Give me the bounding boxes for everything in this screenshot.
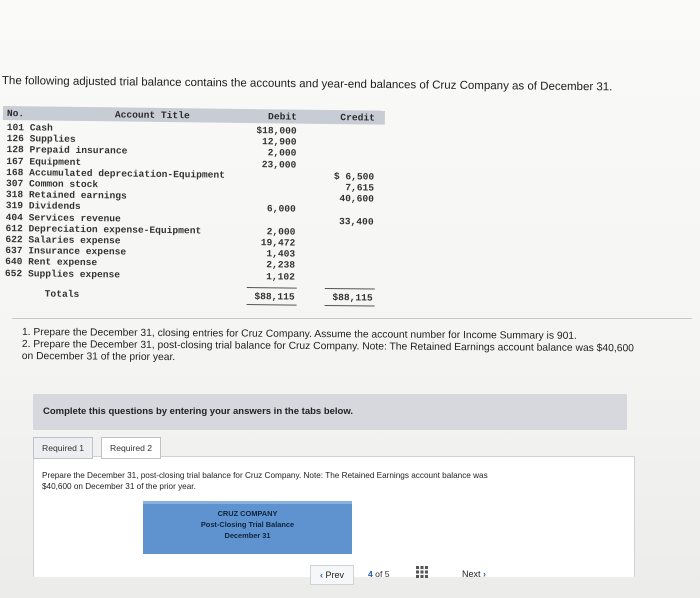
next-label: Next — [461, 569, 481, 579]
tab-required-1[interactable]: Required 1 — [33, 437, 93, 459]
report-heading — [143, 501, 352, 554]
credit-cell: 40,600 — [339, 193, 374, 205]
account-cell: 404 Services revenue — [5, 211, 121, 225]
credit-cell: 7,615 — [345, 182, 375, 194]
prev-button[interactable] — [310, 565, 354, 585]
report-date: December 31 — [224, 531, 271, 540]
account-cell: 101 Cash — [6, 122, 53, 134]
panel-instructions — [42, 470, 612, 492]
account-cell: 126 Supplies — [6, 133, 76, 146]
company-name: CRUZ COMPANY — [217, 509, 278, 518]
debit-cell: 2,238 — [266, 259, 296, 271]
account-cell: 167 Equipment — [6, 155, 82, 168]
instructions — [22, 327, 692, 368]
debit-cell: 19,472 — [260, 237, 296, 249]
account-cell: 168 Accumulated depreciation-Equipment — [6, 166, 226, 181]
header-credit: Credit — [340, 112, 375, 124]
debit-cell: $18,000 — [256, 125, 297, 137]
debit-cell: 23,000 — [261, 158, 297, 171]
totals-debit: $88,115 — [254, 291, 295, 303]
tab-required-2[interactable]: Required 2 — [101, 437, 161, 459]
divider — [12, 318, 692, 319]
debit-cell: 2,000 — [266, 226, 296, 238]
debit-cell: 1,403 — [266, 248, 296, 260]
account-cell: 640 Rent expense — [5, 256, 98, 269]
account-cell: 128 Prepaid insurance — [6, 144, 128, 157]
totals-label: Totals — [44, 288, 80, 300]
panel-text-1: Prepare the December 31, post-closing trial balance for Cruz Company. Note: The Retained Earnings account balance was — [42, 471, 488, 480]
chevron-left-icon: ‹ — [319, 570, 323, 580]
panel-text-2: $40,600 on December 31 of the prior year. — [42, 482, 196, 491]
instruction-1: 1. Prepare the December 31, closing entries for Cruz Company. Assume the account number for Income Summary is 901. — [21, 327, 577, 342]
debit-double-rule — [247, 304, 297, 306]
debit-cell: 1,102 — [266, 270, 296, 283]
header-no: No. — [6, 108, 25, 120]
intro-text: The following adjusted trial balance contains the accounts and year-end balances of Cruz Company as of December 31. — [1, 75, 613, 94]
credit-cell: 33,400 — [339, 215, 374, 228]
page-current: 4 — [368, 569, 373, 579]
prev-label: Prev — [325, 570, 345, 580]
debit-cell: 2,000 — [267, 147, 297, 159]
totals-row — [1, 288, 383, 304]
debit-total-rule — [247, 287, 297, 289]
account-cell: 307 Common stock — [5, 178, 99, 191]
header-account-title: Account Title — [114, 109, 190, 122]
grid-icon[interactable] — [416, 566, 428, 578]
debit-cell: 12,900 — [261, 136, 297, 148]
chevron-right-icon: › — [483, 569, 487, 579]
credit-double-rule — [325, 305, 375, 307]
question-bar — [33, 394, 627, 430]
question-bar-text: Complete this questions by entering your answers in the tabs below. — [43, 406, 354, 417]
debit-cell: 6,000 — [266, 203, 296, 215]
account-cell: 318 Retained earnings — [5, 189, 127, 202]
page-total: 5 — [384, 569, 390, 579]
instruction-2-cont: on December 31 of the prior year. — [21, 350, 176, 364]
account-cell: 319 Dividends — [5, 200, 81, 213]
account-cell: 637 Insurance expense — [5, 245, 127, 258]
page-indicator — [368, 569, 390, 579]
page-of: of — [375, 569, 383, 579]
next-button[interactable] — [448, 565, 500, 583]
totals-credit: $88,115 — [332, 292, 373, 304]
instruction-2: 2. Prepare the December 31, post-closing trial balance for Cruz Company. Note: The Retained Earnings account balance was $40,600 — [21, 338, 634, 355]
account-cell: 652 Supplies expense — [4, 267, 121, 281]
account-cell: 622 Salaries expense — [5, 234, 121, 247]
credit-cell: $ 6,500 — [333, 170, 375, 183]
account-cell: 612 Depreciation expense-Equipment — [5, 222, 202, 237]
trial-balance-table — [0, 106, 384, 317]
report-title: Post-Closing Trial Balance — [200, 520, 295, 529]
credit-total-rule — [325, 288, 375, 290]
header-debit: Debit — [268, 111, 297, 123]
